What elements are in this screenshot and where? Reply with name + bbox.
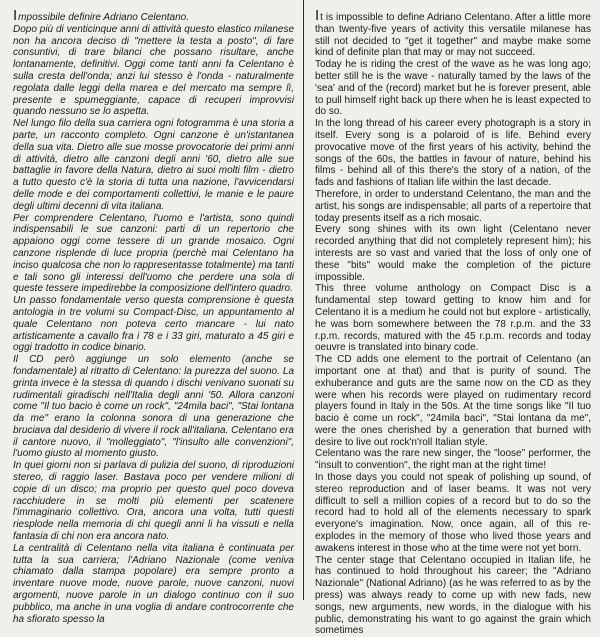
english-paragraph [315, 7, 591, 59]
english-paragraph-text: The CD adds one element to the portrait of Celentano (an important one at that) and that is purity of sound. The exhuberance and guts are the same now on the CD as they were when his records were played on rudimentary record players found in Italy in the 50s. At the time songs like "Il tuo bacio è come un rock", "24mila baci", "Stai lontana da me", were the ones cherished by a generation that burned with desire to live out rock'n'roll Italian style. [315, 354, 591, 448]
english-paragraph-text: This three volume anthology on Compact Disc is a fundamental step toward getting to know him and for Celentano it is a medium he could not but explore - artistically, he was born somewhere between the 78 r.p.m. and the 33 r.p.m. records, matured with the 45 r.p.m. records and today oeuvre is translated into binary code. [315, 283, 591, 354]
english-paragraph-text: In the long thread of his career every photograph is a story in itself. Every song is a polaroid of is life. Behind every provocative move of the first years of his activity, behind the songs of the 60s, the battles in favour of nature, behind his films - behind all of this there's the story of a nation, of the fads and fashions of Italian life within the last decade. [315, 118, 591, 189]
italian-paragraph [13, 118, 294, 212]
english-paragraph-text: Celentano was the rare new singer, the "loose" performer, the "insult to convention", the right man at the right time! [315, 448, 591, 472]
italian-paragraph-text: Nel lungo filo della sua carriera ogni fotogramma è una storia a parte, un racconto completo. Ogni canzone è un'istantanea della sua vita. Dietro alle sue mosse provocatorie dei primi anni di attività, dietro alle canzoni degli anni '60, dietro alle sue battaglie in favore della Natura, dietro ai suoi molti film - dietro a tutto questo c'è la storia di tutta una nazione, l'avvicendarsi delle mode e dei comportamenti collettivi, le manie e le paure degli ultimi decenni di vita italiana. [13, 118, 294, 212]
italian-drop-cap: I [13, 7, 18, 24]
italian-paragraph [13, 295, 294, 354]
italian-paragraph-text: In quei giorni non si parlava di pulizia del suono, di riproduzioni stereo, di raggio laser. Bastava poco per vendere milioni di copie di un disco; ma proprio per questo quel poco doveva racchiudere in se molti più elementi per scatenere l'immaginario collettivo. Ora, ancora una volta, tutti questi riesplode nella memoria di chi quegli anni li ha vissuti e nella fantasia di chi non era ancora nato. [13, 460, 294, 543]
italian-paragraph-text: Il CD però aggiunge un solo elemento (anche se fondamentale) al ritratto di Celentano: la purezza del suono. La grinta invece è la stessa di quando i dischi venivano suonati su rudimentali giradischi nell'Italia degli anni '50. Allora canzoni come "Il tuo bacio è come un rock", "24mila baci", "Stai lontana da me" erano la colonna sonora di una generazione che bruciava dal desiderio di vivere il rock all'italiana. Celentano era il cantore nuovo, il "molleggiato", "l'insulto alle convenzioni", l'uomo giusto al momento giusto. [13, 354, 294, 460]
english-paragraph-text: Therefore, in order to understand Celentano, the man and the artist, his songs are indispensable; all parts of a repertoire that today presents itself as a rich mosaic. [315, 188, 591, 224]
english-paragraph [315, 118, 591, 189]
italian-paragraph [13, 7, 294, 118]
italian-paragraph [13, 543, 294, 626]
english-drop-cap: I [315, 7, 320, 24]
english-paragraph-text: t is impossible to define Adriano Celentano. After a little more than twenty-five years of activity this versatile milanese has still not decided to "get it together" and maybe make some kind of definite plan that may or may not succeed. [315, 12, 591, 59]
italian-column [13, 7, 294, 625]
english-paragraph [315, 283, 591, 354]
english-column [315, 7, 591, 637]
english-paragraph [315, 555, 591, 637]
english-paragraph [315, 189, 591, 224]
italian-paragraph-text: La centralità di Celentano nella vita italiana è continuata per tutta la sua carriera; l'Adriano Nazionale (come veniva chiamato dalla stampa popolare) era sempre pronto a inventare nuove mode, nuove parole, nuove canzoni, nuovi argomenti, nuove parole in un dialogo continuo con il suo pubblico, ma anche in una voglia di andare controcorrente che ha sfiorato spesso la [13, 542, 294, 625]
column-divider [303, 0, 304, 600]
italian-paragraph [13, 213, 294, 296]
english-paragraph-text: Today he is riding the crest of the wave as he was long ago; better still he is the wave - naturally tamed by the laws of the 'sea' and of the (record) market but he is forever present, able to pull himself right back up there when he is least expected to do so. [315, 59, 591, 118]
italian-paragraph-text: Per comprendere Celentano, l'uomo e l'artista, sono quindi indispensabili le sue canzoni: parti di un repertorio che appaiono oggi come tessere di un grande mosaico. Ogni canzone risplende di luce propria (perchè mai Celentano ha inciso qualcosa che non lo rappresentasse totalmente) ma tanti e tali sono gli interessi dell'uomo che perdere una sola di queste tessere impedirebbe la composizione dell'intero quadro. [13, 212, 294, 295]
italian-paragraph-text: mpossibile definire Adriano Celentano. Dopo più di venticinque anni di attività questo elastico milanese non ha ancora deciso di "mettere la testa a posto", di fare consuntivi, di trare bilanci che possano risultare, anche lontanamente, definitivi. Oggi come tanti anni fa Celentano è sulla cresta dell'onda; anzi lui stesso è l'onda - naturalmente regolata dalle leggi della marea e del mercato ma sempre lì, presente e spumeggiante, capace di recuperi improvvisi quando nessuno se lo aspetta. [13, 12, 294, 118]
english-paragraph [315, 224, 591, 283]
italian-paragraph [13, 460, 294, 543]
italian-paragraph-text: Un passo fondamentale verso questa comprensione è questa antologia in tre volumi su Compact-Disc, un appuntamento al quale Celentano non poteva certo mancare - lui nato artisticamente a cavallo fra i 78 e i 33 giri, maturato a 45 giri e oggi tradotto in codice binario. [13, 295, 294, 354]
english-paragraph-text: The center stage that Celentano occupied in Italian life, he has continued to hold throughout his career; the "Adriano Nazionale" (National Adriano) (as he was referred to as by the press) was always ready to come up with new fads, new songs, new arguments, new words, in the dialogue with his public, demonstrating his want to go against the grain which sometimes [315, 554, 591, 637]
english-paragraph-text: Every song shines with its own light (Celentano never recorded anything that did not completely represent him); his interests are so vast and varied that the loss of only one of these "bits" would make the completion of the picture impossible. [315, 224, 591, 283]
english-paragraph [315, 354, 591, 448]
english-paragraph [315, 59, 591, 118]
english-paragraph [315, 448, 591, 472]
italian-paragraph [13, 354, 294, 460]
english-paragraph [315, 472, 591, 555]
english-paragraph-text: In those days you could not speak of polishing up sound, of stereo reproduction and of laser beams. It was not very difficult to sell a million copies of a record but to do so the record had to hold all of the elements necessary to spark everyone's imagination. Now, once again, all of this re-explodes in the memory of those who lived those years and awakens interest in those who at the time were not yet born. [315, 472, 591, 554]
